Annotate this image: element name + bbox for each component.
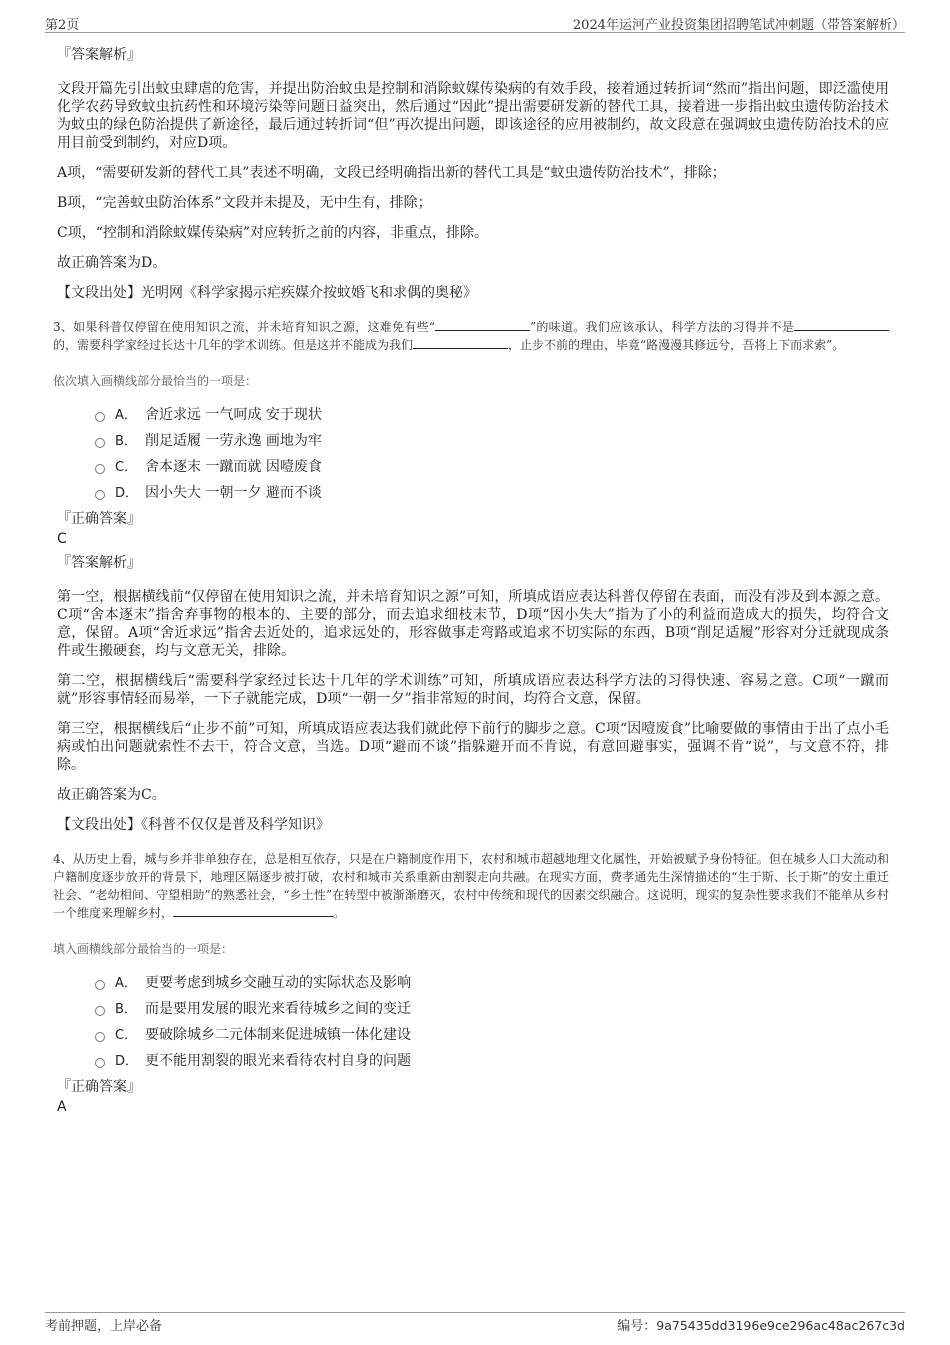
correct-answer: A xyxy=(57,1099,67,1115)
analysis-paragraph: A项，“需要研发新的替代工具”表述不明确，文段已经明确指出新的替代工具是“蚊虫遗传防治技术”，排除； xyxy=(57,165,726,181)
radio-icon[interactable] xyxy=(95,1058,105,1068)
radio-icon[interactable] xyxy=(95,1006,105,1016)
analysis-paragraph: 第二空，根据横线后“需要科学家经过长达十几年的学术训练”可知，所填成语应表达科学方法的习得快速、容易之意。C项“一蹴而就”形容事情轻而易举，一下子就能完成，D项“一朝一夕”指非常短的时间，均符合文意，保留。 xyxy=(57,673,889,707)
correct-answer-label: 『正确答案』 xyxy=(57,1079,141,1095)
option-list xyxy=(95,404,889,508)
radio-icon[interactable] xyxy=(95,464,105,474)
question-prompt: 填入画横线部分最恰当的一项是： xyxy=(53,942,234,956)
document-title: 2024年运河产业投资集团招聘笔试冲刺题（带答案解析） xyxy=(572,18,905,33)
question-prompt: 依次填入画横线部分最恰当的一项是： xyxy=(53,374,258,388)
question-4 xyxy=(53,850,889,1116)
correct-answer-label: 『正确答案』 xyxy=(57,511,141,527)
option-d[interactable]: D． 因小失大 一朝一夕 避而不谈 xyxy=(95,482,889,508)
analysis-label: 『答案解析』 xyxy=(57,47,141,63)
question-stem: 4、从历史上看，城与乡并非单独存在，总是相互依存，只是在户籍制度作用下，农村和城市超越地理文化属性，开始被赋予身份特征。但在城乡人口大流动和户籍制度逐步放开的背景下，地理区隔逐步被打破，农村和城市关系重新由割裂走向共融。在现实方面，费孝通先生深情描述的“生于斯、长于斯”的安土重迁社会、“老幼相间、守望相助”的熟悉社会，“乡土性”在转型中被渐渐磨灭，农村中传统和现代的因素交织融合。这说明，现实的复杂性要求我们不能单从乡村一个维度来理解乡村， 。 xyxy=(53,852,889,920)
option-c[interactable]: C． 要破除城乡二元体制来促进城镇一体化建设 xyxy=(95,1024,889,1050)
correct-answer: C xyxy=(57,531,67,547)
option-b[interactable]: B． 削足适履 一劳永逸 画地为牢 xyxy=(95,430,889,456)
analysis-label: 『答案解析』 xyxy=(57,555,141,571)
analysis-paragraph: 文段开篇先引出蚊虫肆虐的危害，并提出防治蚊虫是控制和消除蚊媒传染病的有效手段，接着通过转折词“然而”指出问题，即泛滥使用化学农药导致蚊虫抗药性和环境污染等问题日益突出，然后通过“因此”提出需要研发新的替代工具，接着进一步指出蚊虫遗传防治技术为蚊虫的绿色防治提供了新途径，最后通过转折词“但”再次提出问题，即该途径的应用被制约，故文段意在强调蚊虫遗传防治技术的应用目前受到制约，对应D项。 xyxy=(57,81,889,151)
fill-blank xyxy=(173,904,333,917)
document-id: 编号：9a75435dd3196e9ce296ac48ac267c3d xyxy=(617,1318,905,1334)
analysis-paragraph: 第三空，根据横线后“止步不前”可知，所填成语应表达我们就此停下前行的脚步之意。C项“因噎废食”比喻要做的事情由于出了点小毛病或怕出问题就索性不去干，符合文意，当选。D项“避而不谈”指躲避开而不肯说，有意回避事实，强调不肯“说”，与文意不符，排除。 xyxy=(57,721,889,773)
option-a[interactable]: A． 更要考虑到城乡交融互动的实际状态及影响 xyxy=(95,972,889,998)
radio-icon[interactable] xyxy=(95,412,105,422)
fill-blank xyxy=(413,336,508,349)
option-list xyxy=(95,972,889,1076)
source-citation: 【文段出处】《科普不仅仅是普及科学知识》 xyxy=(57,817,330,833)
radio-icon[interactable] xyxy=(95,490,105,500)
analysis-paragraph: 第一空，根据横线前“仅停留在使用知识之流，并未培育知识之源”可知，所填成语应表达科普仅停留在表面，而没有涉及到本源之意。C项“舍本逐末”指舍弃事物的根本的、主要的部分，而去追求细枝末节，D项“因小失大”指为了小的利益而造成大的损失，均符合文意，保留。A项“舍近求远”指舍去近处的，追求远处的，形容做事走弯路或追求不切实际的东西，B项“削足适履”形容对分迁就现成条件或生搬硬套，均与文意无关，排除。 xyxy=(57,589,889,659)
question-3 xyxy=(53,318,889,834)
fill-blank xyxy=(794,318,889,331)
analysis-paragraph: B项，“完善蚊虫防治体系”文段并未提及，无中生有，排除； xyxy=(57,195,432,211)
page-footer xyxy=(45,1312,905,1333)
page-content xyxy=(53,44,889,1116)
prev-question-analysis xyxy=(57,44,889,302)
option-b[interactable]: B． 而是要用发展的眼光来看待城乡之间的变迁 xyxy=(95,998,889,1024)
question-stem: 3、如果科普仅停留在使用知识之流，并未培育知识之源，这难免有些“ ”的味道。我们应该承认，科学方法的习得并不是的，需要科学家经过长达十几年的学术训练。但是这并不能成为我们 ，止步不前的理由，毕竟“路漫漫其修远兮，吾将上下而求索”。 xyxy=(53,318,889,354)
page-number: 第2页 xyxy=(45,18,80,33)
option-d[interactable]: D． 更不能用割裂的眼光来看待农村自身的问题 xyxy=(95,1050,889,1076)
radio-icon[interactable] xyxy=(95,1032,105,1042)
footer-slogan: 考前押题，上岸必备 xyxy=(45,1319,163,1334)
page-header xyxy=(45,12,905,33)
option-a[interactable]: A． 舍近求远 一气呵成 安于现状 xyxy=(95,404,889,430)
fill-blank xyxy=(435,318,530,331)
analysis-conclusion: 故正确答案为C。 xyxy=(57,787,166,803)
radio-icon[interactable] xyxy=(95,980,105,990)
analysis-conclusion: 故正确答案为D。 xyxy=(57,255,167,271)
source-citation: 【文段出处】光明网《科学家揭示疟疾媒介按蚊婚飞和求偶的奥秘》 xyxy=(57,285,477,301)
option-c[interactable]: C． 舍本逐末 一蹴而就 因噎废食 xyxy=(95,456,889,482)
analysis-paragraph: C项，“控制和消除蚊媒传染病”对应转折之前的内容，非重点，排除。 xyxy=(57,225,489,241)
radio-icon[interactable] xyxy=(95,438,105,448)
